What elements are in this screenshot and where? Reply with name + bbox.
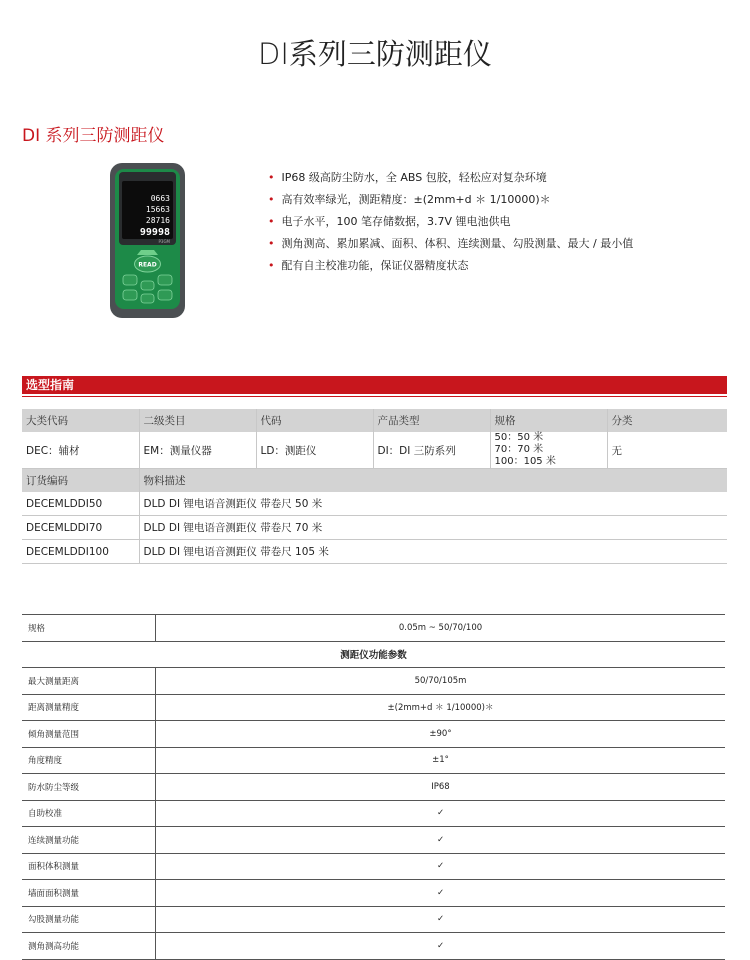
selection-guide-banner: 选型指南 — [22, 376, 727, 394]
selection-table — [22, 409, 727, 564]
spec-label: 墙面面积测量 — [22, 880, 156, 907]
screen-line-4: 99998 — [139, 227, 170, 238]
spec-line: 50：50 米 — [494, 432, 544, 443]
spec-value: ±1° — [156, 747, 726, 774]
spec-label: 倾角测量范围 — [22, 721, 156, 748]
check-icon: ✓ — [156, 800, 726, 827]
spec-row — [22, 933, 725, 960]
feature-item: • 高有效率绿光，测距精度：±(2mm+d ＊ 1/10000)＊ — [268, 189, 633, 211]
feature-list — [268, 167, 633, 277]
spec-row — [22, 880, 725, 907]
class-cell: 无 — [607, 432, 727, 469]
spec-value: 0.05m ~ 50/70/100 — [156, 615, 726, 642]
spec-value: ±90° — [156, 721, 726, 748]
selection-header-row — [22, 409, 727, 432]
spec-subtitle-row — [22, 641, 725, 668]
check-icon: ✓ — [156, 827, 726, 854]
spec-label: 规格 — [22, 615, 156, 642]
spec-row — [22, 694, 725, 721]
spec-label: 勾股测量功能 — [22, 906, 156, 933]
spec-label: 测角测高功能 — [22, 933, 156, 960]
check-icon: ✓ — [156, 906, 726, 933]
order-code: DECEMLDDI100 — [22, 540, 139, 564]
header-cell: 大类代码 — [22, 409, 139, 432]
spec-label: 距离测量精度 — [22, 694, 156, 721]
spec-row — [22, 853, 725, 880]
spec-row — [22, 906, 725, 933]
selection-data-row — [22, 432, 727, 469]
type-cell: DI：DI 三防系列 — [373, 432, 490, 469]
feature-item: • IP68 级高防尘防水，全 ABS 包胶，轻松应对复杂环境 — [268, 167, 633, 189]
feature-item: • 测角测高、累加累减、面积、体积、连续测量、勾股测量、最大 / 最小值 — [268, 233, 633, 255]
header-cell: 物料描述 — [139, 469, 727, 493]
spec-table — [22, 614, 725, 960]
spec-row — [22, 615, 725, 642]
order-code: DECEMLDDI70 — [22, 516, 139, 540]
spec-row — [22, 747, 725, 774]
spec-value: 50/70/105m — [156, 668, 726, 695]
order-desc: DLD DI 锂电语音测距仪 带卷尺 50 米 — [139, 492, 727, 516]
spec-row — [22, 774, 725, 801]
read-button-label: READ — [138, 261, 157, 269]
order-row — [22, 516, 727, 540]
order-header-row — [22, 469, 727, 493]
order-row — [22, 492, 727, 516]
spec-row — [22, 827, 725, 854]
header-cell: 代码 — [256, 409, 373, 432]
header-cell: 订货编码 — [22, 469, 139, 493]
spec-label: 防水防尘等级 — [22, 774, 156, 801]
spec-value: ±(2mm+d ＊ 1/10000)＊ — [156, 694, 726, 721]
page-title: DI系列三防测距仪 — [258, 37, 492, 71]
check-icon: ✓ — [156, 853, 726, 880]
feature-item: • 电子水平，100 笔存储数据，3.7V 锂电池供电 — [268, 211, 633, 233]
screen-line-1: 0663 — [150, 194, 170, 203]
model-label: P3GM — [158, 239, 170, 244]
code-cell: LD：测距仪 — [256, 432, 373, 469]
spec-row — [22, 721, 725, 748]
order-code: DECEMLDDI50 — [22, 492, 139, 516]
banner-divider — [22, 396, 727, 397]
spec-row — [22, 800, 725, 827]
spec-row — [22, 668, 725, 695]
spec-label: 自助校准 — [22, 800, 156, 827]
category-cell: DEC：辅材 — [22, 432, 139, 469]
subcategory-cell: EM：测量仪器 — [139, 432, 256, 469]
order-desc: DLD DI 锂电语音测距仪 带卷尺 105 米 — [139, 540, 727, 564]
header-cell: 分类 — [607, 409, 727, 432]
spec-label: 最大测量距离 — [22, 668, 156, 695]
spec-line: 70：70 米 — [494, 444, 544, 455]
section-title: DI 系列三防测距仪 — [22, 126, 165, 146]
spec-label: 连续测量功能 — [22, 827, 156, 854]
header-cell: 二级类目 — [139, 409, 256, 432]
rangefinder-device-image — [110, 163, 185, 318]
header-cell: 产品类型 — [373, 409, 490, 432]
screen-line-3: 28716 — [145, 216, 170, 225]
header-cell: 规格 — [490, 409, 607, 432]
spec-label: 面积体积测量 — [22, 853, 156, 880]
spec-subtitle: 测距仪功能参数 — [22, 641, 725, 668]
order-desc: DLD DI 锂电语音测距仪 带卷尺 70 米 — [139, 516, 727, 540]
check-icon: ✓ — [156, 880, 726, 907]
screen-line-2: 15663 — [145, 205, 170, 214]
spec-cell — [490, 432, 607, 469]
spec-value: IP68 — [156, 774, 726, 801]
check-icon: ✓ — [156, 933, 726, 960]
spec-line: 100：105 米 — [494, 456, 556, 467]
feature-item: • 配有自主校准功能，保证仪器精度状态 — [268, 255, 633, 277]
order-row — [22, 540, 727, 564]
spec-label: 角度精度 — [22, 747, 156, 774]
